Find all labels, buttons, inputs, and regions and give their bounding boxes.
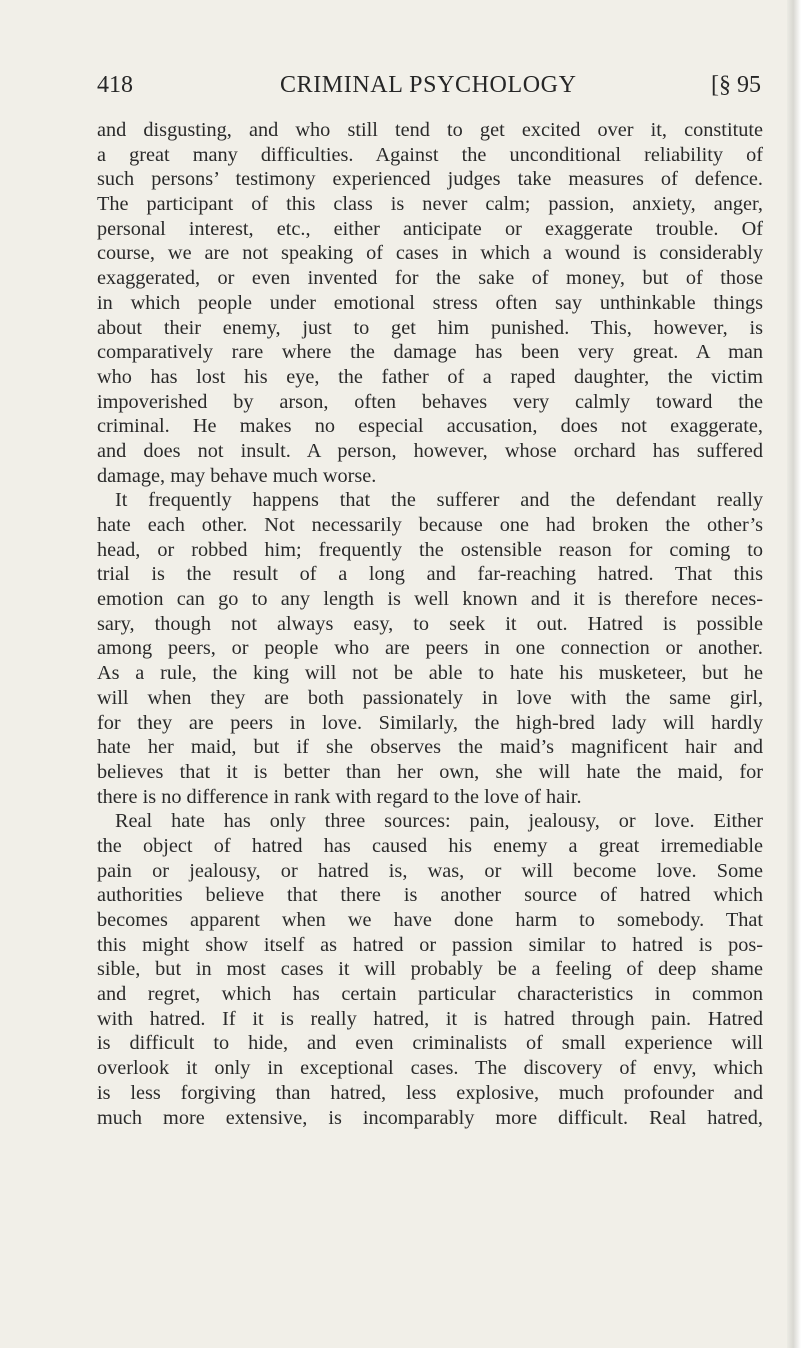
- text-line: personal interest, etc., either anticipate or exaggerate trouble. Of: [97, 217, 763, 240]
- text-line: pain or jealousy, or hatred is, was, or will become love. Some: [97, 859, 763, 882]
- text-line: there is no difference in rank with regard to the love of hair.: [97, 785, 582, 808]
- text-line: hate each other. Not necessarily because one had broken the other’s: [97, 514, 763, 536]
- body-text: [97, 118, 763, 1130]
- running-title: CRIMINAL PSYCHOLOGY: [280, 72, 577, 98]
- text-line: The participant of this class is never calm; passion, anxiety, anger,: [97, 193, 763, 216]
- text-line: sary, though not always easy, to seek it out. Hatred is possible: [97, 612, 763, 635]
- text-line: emotion can go to any length is well known and it is therefore neces-: [97, 588, 763, 611]
- text-line: sible, but in most cases it will probably be a feeling of deep shame: [97, 958, 763, 981]
- text-line: with hatred. If it is really hatred, it is hatred through pain. Hatred: [97, 1007, 763, 1030]
- text-line: about their enemy, just to get him punished. This, however, is: [97, 316, 763, 339]
- text-line: is less forgiving than hatred, less explosive, much profounder and: [97, 1081, 763, 1104]
- text-line: in which people under emotional stress often say unthinkable things: [97, 291, 763, 314]
- text-line: and regret, which has certain particular characteristics in common: [97, 983, 763, 1006]
- text-line: hate her maid, but if she observes the maid’s magnificent hair and: [97, 736, 763, 759]
- page-edge-shadow: [787, 0, 801, 1348]
- section-reference: [§ 95: [711, 72, 761, 98]
- paragraph-start-line: It frequently happens that the sufferer and the defendant really: [115, 489, 763, 512]
- text-line: overlook it only in exceptional cases. The discovery of envy, which: [97, 1057, 763, 1080]
- text-line: such persons’ testimony experienced judges take measures of defence.: [97, 168, 763, 191]
- text-line: for they are peers in love. Similarly, the high-bred lady will hardly: [97, 711, 763, 734]
- text-line: and disgusting, and who still tend to get excited over it, constitute: [97, 119, 763, 141]
- text-line: a great many difficulties. Against the unconditional reliability of: [97, 143, 763, 166]
- text-line: the object of hatred has caused his enemy a great irremediable: [97, 834, 763, 857]
- text-line: much more extensive, is incomparably more difficult. Real hatred,: [97, 1106, 763, 1129]
- text-line: trial is the result of a long and far-reaching hatred. That this: [97, 563, 763, 586]
- text-line: criminal. He makes no especial accusation, does not exaggerate,: [97, 415, 763, 438]
- text-line: and does not insult. A person, however, whose orchard has suffered: [97, 439, 763, 462]
- text-line: this might show itself as hatred or passion similar to hatred is pos-: [97, 933, 763, 956]
- text-line: impoverished by arson, often behaves very calmly toward the: [97, 390, 763, 413]
- text-line: course, we are not speaking of cases in which a wound is considerably: [97, 242, 763, 265]
- text-line: is difficult to hide, and even criminalists of small experience will: [97, 1032, 763, 1055]
- text-line: becomes apparent when we have done harm to somebody. That: [97, 909, 763, 931]
- running-head: [97, 72, 761, 106]
- text-line: comparatively rare where the damage has been very great. A man: [97, 341, 763, 364]
- text-line: will when they are both passionately in love with the same girl,: [97, 686, 763, 709]
- text-line: As a rule, the king will not be able to hate his musketeer, but he: [97, 662, 763, 685]
- text-line: who has lost his eye, the father of a raped daughter, the victim: [97, 365, 763, 388]
- page-number: 418: [97, 72, 133, 98]
- text-line: among peers, or people who are peers in one connection or another.: [97, 637, 763, 660]
- text-line: authorities believe that there is another source of hatred which: [97, 884, 763, 907]
- text-line: damage, may behave much worse.: [97, 464, 377, 487]
- text-line: believes that it is better than her own, she will hate the maid, for: [97, 760, 763, 783]
- text-line: head, or robbed him; frequently the ostensible reason for coming to: [97, 538, 763, 561]
- text-line: exaggerated, or even invented for the sake of money, but of those: [97, 267, 763, 290]
- paragraph-start-line: Real hate has only three sources: pain, jealousy, or love. Either: [115, 810, 763, 833]
